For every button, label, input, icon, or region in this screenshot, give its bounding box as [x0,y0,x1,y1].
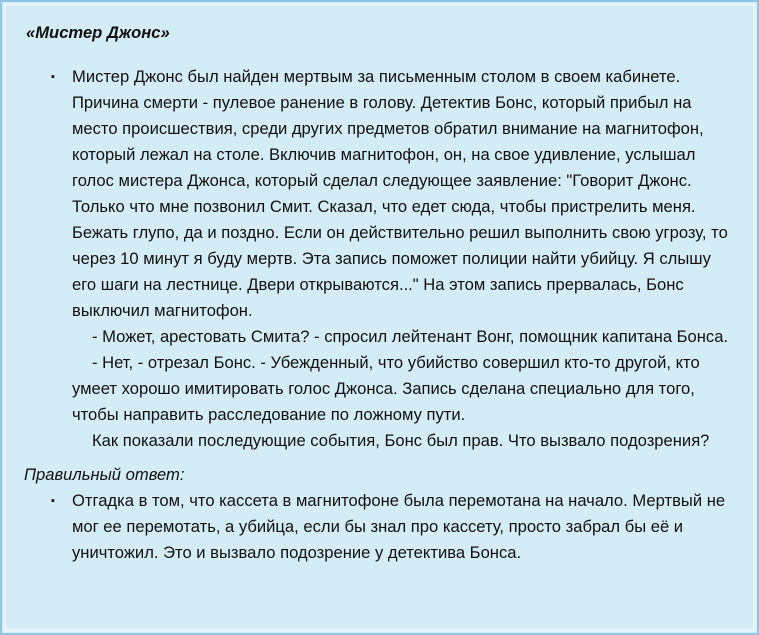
dialogue-paragraph-1: - Может, арестовать Смита? - спросил лейтенант Вонг, помощник капитана Бонса. [92,327,729,346]
document-title: «Мистер Джонс» [26,23,170,42]
story-item [22,64,737,454]
bullet-icon: ▪ [51,495,55,507]
question-paragraph: Как показали последующие события, Бонс был прав. Что вызвало подозрения? [92,431,710,450]
dialogue-paragraph-2: - Нет, - отрезал Бонс. - Убежденный, что убийство совершил кто-то другой, кто умеет хорошо имитировать голос Джонса. Запись сделана специально для того, чтобы направить расследование по ложному пути. [72,353,700,424]
story-paragraph: Мистер Джонс был найден мертвым за письменным столом в своем кабинете. Причина смерти - пулевое ранение в голову. Детектив Бонс, который прибыл на место происшествия, среди других предметов обратил внимание на магнитофон, который лежал на столе. Включив магнитофон, он, на свое удивление, услышал голос мистера Джонса, который сделал следующее заявление: "Говорит Джонс. Только что мне позвонил Смит. Сказал, что едет сюда, чтобы пристрелить меня. Бежать глупо, да и поздно. Если он действительно решил выполнить свою угрозу, то через 10 минут я буду мертв. Эта запись поможет полиции найти убийцу. Я слышу его шаги на лестнице. Двери открываются..." На этом запись прервалась, Бонс выключил магнитофон. [72,67,728,320]
answer-item [22,488,737,566]
answer-label: Правильный ответ: [24,465,185,484]
document-content [22,20,737,566]
answer-paragraph: Отгадка в том, что кассета в магнитофоне была перемотана на начало. Мертвый не мог ее перемотать, а убийца, если бы знал про кассету, просто забрал бы её и уничтожил. Это и вызвало подозрение у детектива Бонса. [72,491,726,562]
bullet-icon: ▪ [51,71,55,83]
